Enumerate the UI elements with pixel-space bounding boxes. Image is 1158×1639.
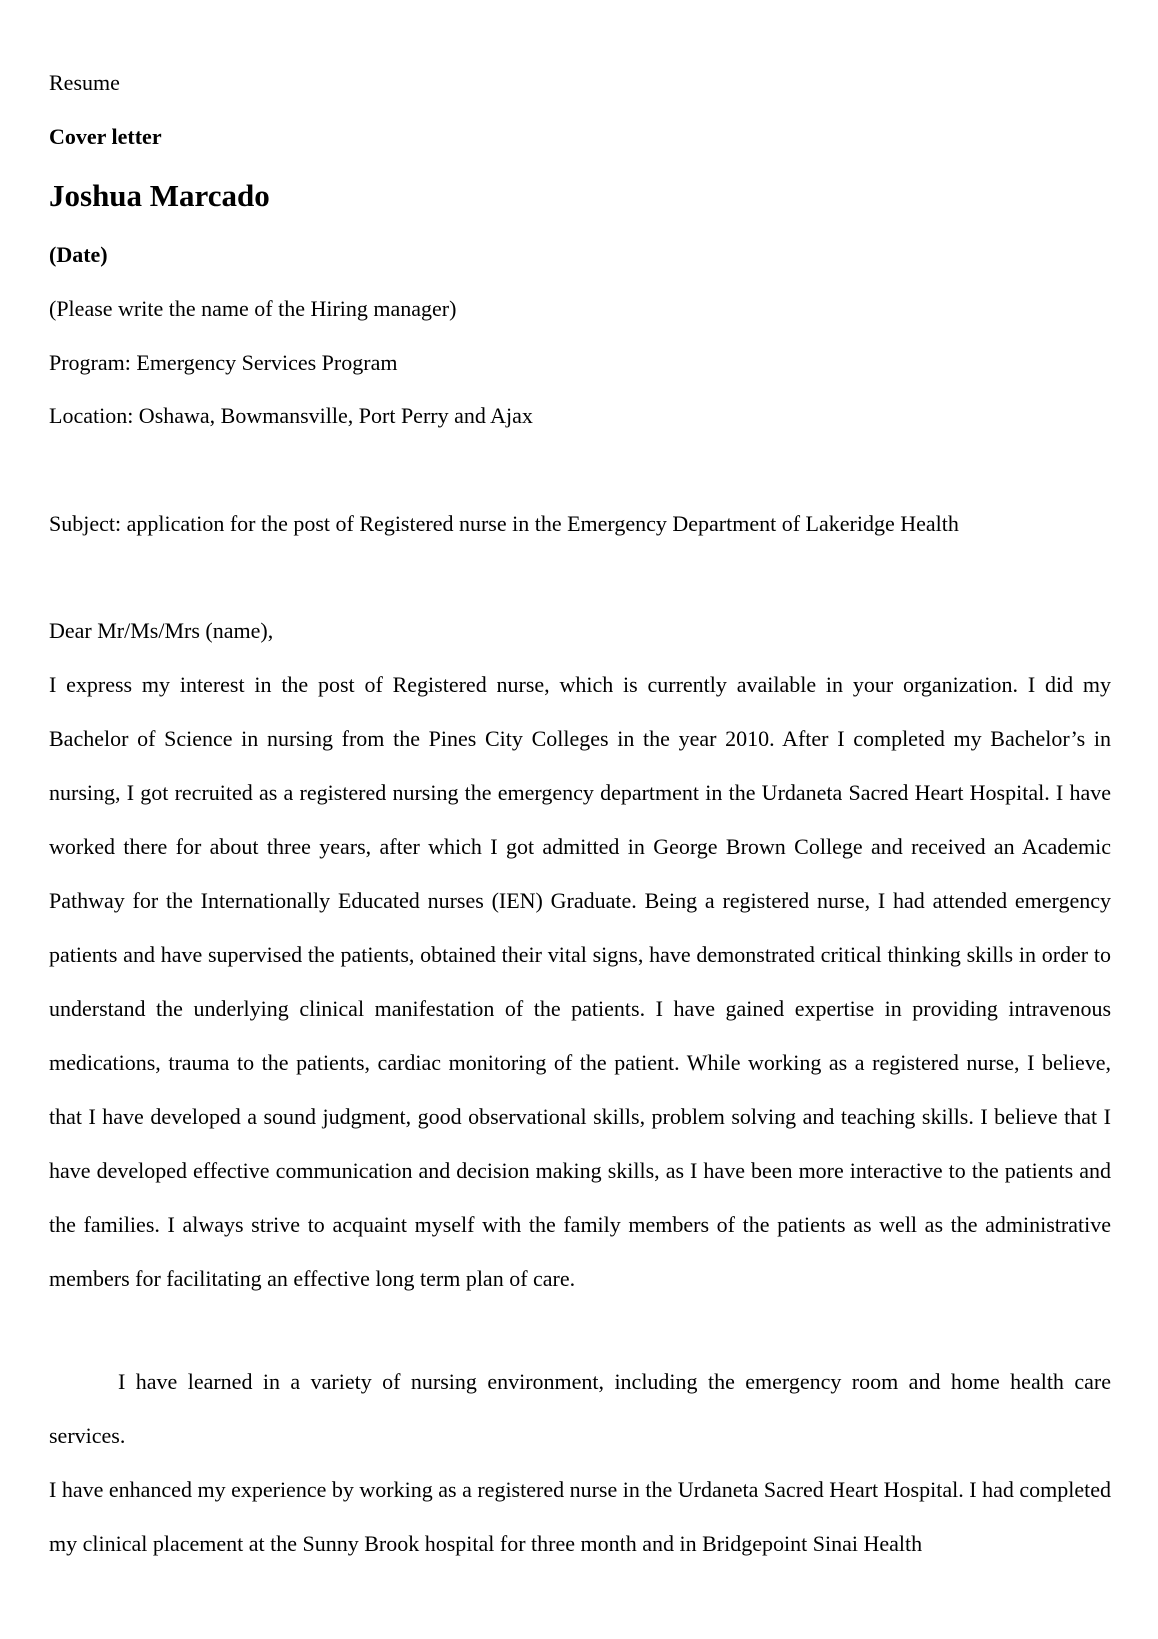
letter-date: (Date) bbox=[49, 242, 108, 267]
salutation: Dear Mr/Ms/Mrs (name), bbox=[49, 618, 274, 643]
body-paragraph-2: I have learned in a variety of nursing environment, including the emergency room and home health care services. bbox=[49, 1369, 1111, 1448]
program-line: Program: Emergency Services Program bbox=[49, 350, 398, 375]
cover-letter-label: Cover letter bbox=[49, 124, 162, 149]
resume-label: Resume bbox=[49, 70, 120, 95]
location-line: Location: Oshawa, Bowmansville, Port Perry and Ajax bbox=[49, 403, 533, 428]
applicant-name-heading: Joshua Marcado bbox=[49, 178, 270, 213]
subject-line: Subject: application for the post of Registered nurse in the Emergency Department of Lakeridge Health bbox=[49, 511, 959, 536]
body-paragraph-3: I have enhanced my experience by working as a registered nurse in the Urdaneta Sacred Heart Hospital. I had completed my clinical placement at the Sunny Brook hospital for three month and in Bridgepoint Sinai Health bbox=[49, 1477, 1111, 1556]
hiring-manager-line: (Please write the name of the Hiring manager) bbox=[49, 296, 457, 321]
body-paragraph-1: I express my interest in the post of Registered nurse, which is currently available in your organization. I did my Bachelor of Science in nursing from the Pines City Colleges in the year 2010. After I completed my Bachelor’s in nursing, I got recruited as a registered nursing the emergency department in the Urdaneta Sacred Heart Hospital. I have worked there for about three years, after which I got admitted in George Brown College and received an Academic Pathway for the Internationally Educated nurses (IEN) Graduate. Being a registered nurse, I had attended emergency patients and have supervised the patients, obtained their vital signs, have demonstrated critical thinking skills in order to understand the underlying clinical manifestation of the patients. I have gained expertise in providing intravenous medications, trauma to the patients, cardiac monitoring of the patient. While working as a registered nurse, I believe, that I have developed a sound judgment, good observational skills, problem solving and teaching skills. I believe that I have developed effective communication and decision making skills, as I have been more interactive to the patients and the families. I always strive to acquaint myself with the family members of the patients as well as the administrative members for facilitating an effective long term plan of care. bbox=[49, 672, 1111, 1291]
